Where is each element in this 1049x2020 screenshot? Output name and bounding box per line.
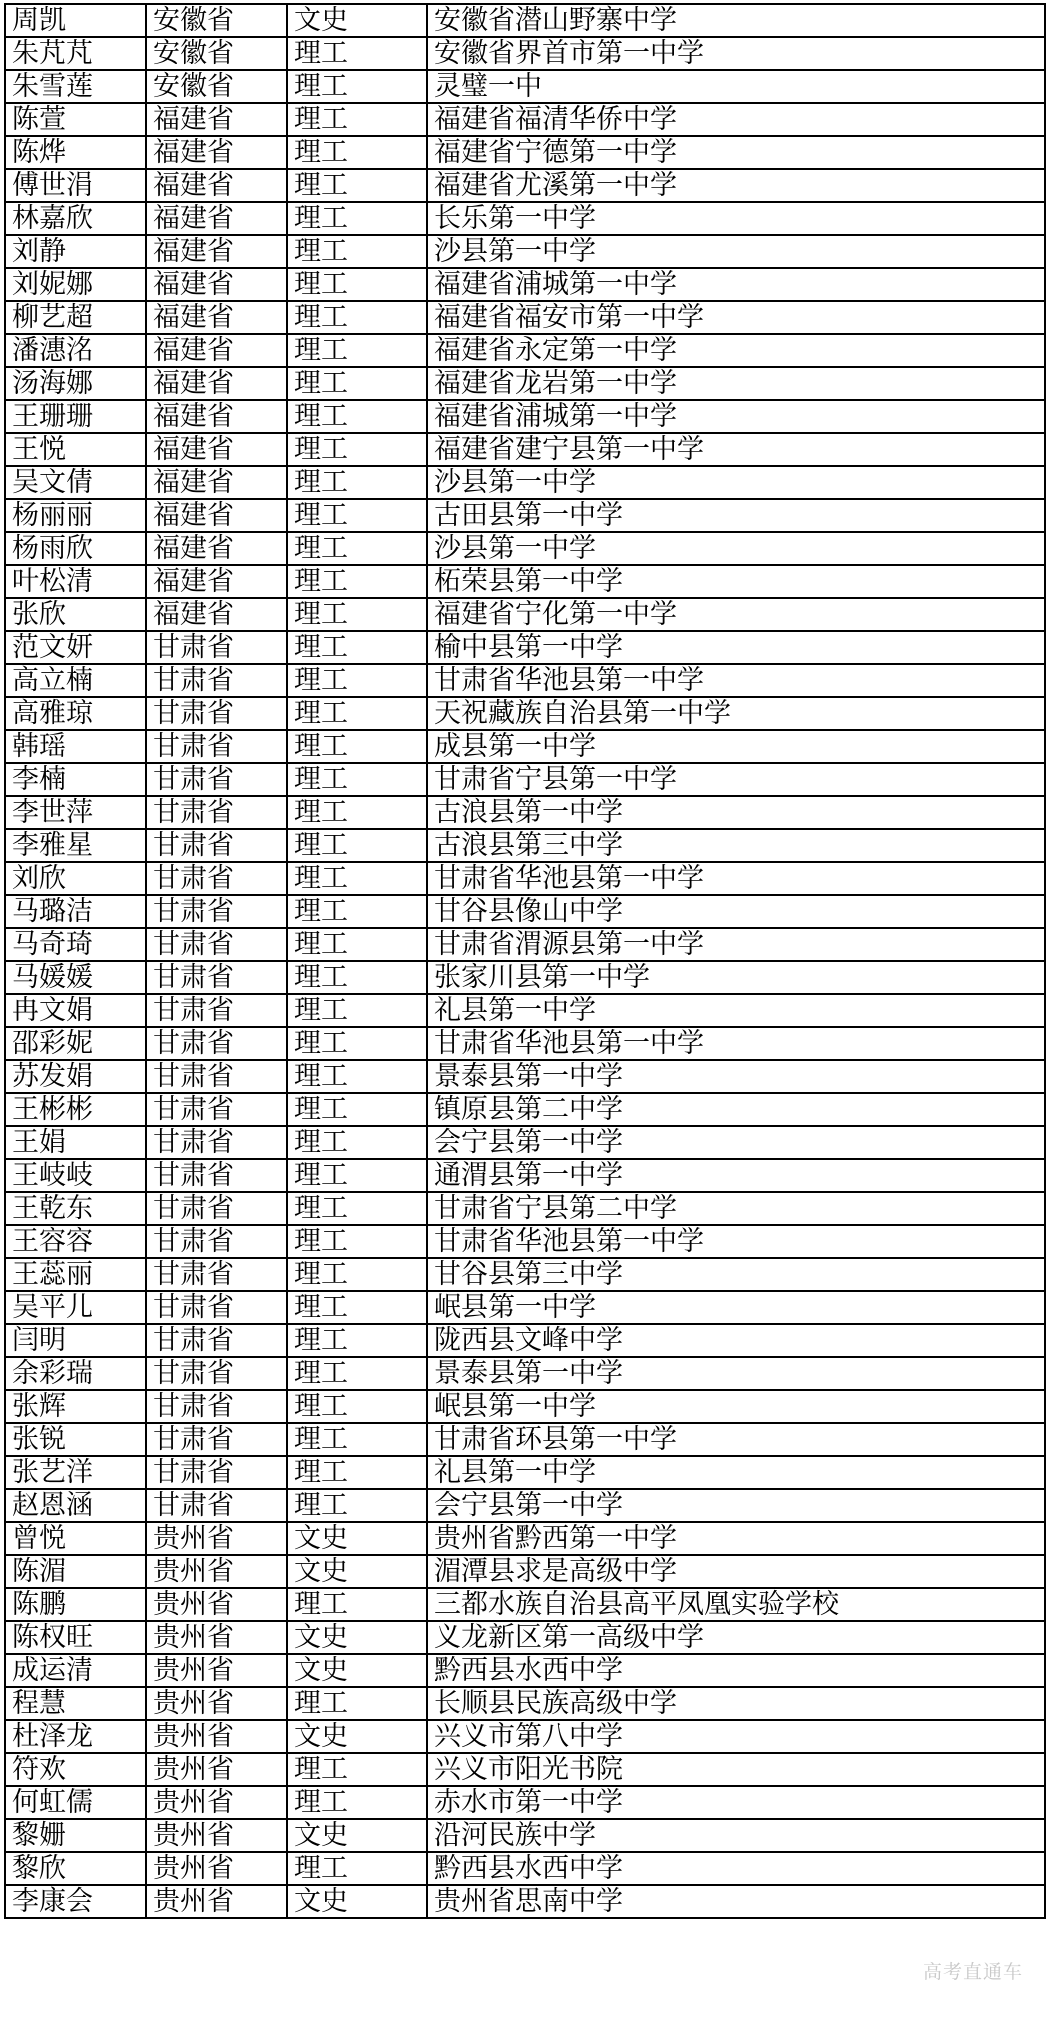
school-cell: 甘肃省宁县第一中学	[427, 763, 1045, 796]
school-cell: 贵州省黔西第一中学	[427, 1522, 1045, 1555]
school-cell: 会宁县第一中学	[427, 1489, 1045, 1522]
province-cell: 甘肃省	[146, 1159, 287, 1192]
table-row	[5, 1324, 1045, 1357]
province-cell: 甘肃省	[146, 928, 287, 961]
student-name-cell: 张艺洋	[5, 1456, 146, 1489]
track-cell: 理工	[287, 565, 427, 598]
table-row	[5, 862, 1045, 895]
province-cell: 甘肃省	[146, 1258, 287, 1291]
student-name-cell: 陈烨	[5, 136, 146, 169]
province-cell: 甘肃省	[146, 1357, 287, 1390]
school-cell: 镇原县第二中学	[427, 1093, 1045, 1126]
student-name-cell: 陈权旺	[5, 1621, 146, 1654]
school-cell: 甘肃省华池县第一中学	[427, 1225, 1045, 1258]
table-row	[5, 1390, 1045, 1423]
school-cell: 三都水族自治县高平凤凰实验学校	[427, 1588, 1045, 1621]
track-cell: 理工	[287, 796, 427, 829]
school-cell: 黔西县水西中学	[427, 1654, 1045, 1687]
province-cell: 福建省	[146, 367, 287, 400]
student-name-cell: 张欣	[5, 598, 146, 631]
province-cell: 甘肃省	[146, 1192, 287, 1225]
student-name-cell: 刘妮娜	[5, 268, 146, 301]
table-row	[5, 1720, 1045, 1753]
school-cell: 福建省宁化第一中学	[427, 598, 1045, 631]
school-cell: 安徽省界首市第一中学	[427, 37, 1045, 70]
student-name-cell: 张锐	[5, 1423, 146, 1456]
student-name-cell: 吴平儿	[5, 1291, 146, 1324]
province-cell: 甘肃省	[146, 1027, 287, 1060]
table-row	[5, 1423, 1045, 1456]
track-cell: 理工	[287, 532, 427, 565]
student-name-cell: 王悦	[5, 433, 146, 466]
school-cell: 兴义市阳光书院	[427, 1753, 1045, 1786]
school-cell: 甘谷县像山中学	[427, 895, 1045, 928]
table-row	[5, 895, 1045, 928]
school-cell: 福建省永定第一中学	[427, 334, 1045, 367]
province-cell: 甘肃省	[146, 1456, 287, 1489]
student-name-cell: 成运清	[5, 1654, 146, 1687]
student-name-cell: 陈湄	[5, 1555, 146, 1588]
track-cell: 理工	[287, 1753, 427, 1786]
student-name-cell: 曾悦	[5, 1522, 146, 1555]
school-cell: 礼县第一中学	[427, 1456, 1045, 1489]
school-cell: 甘肃省华池县第一中学	[427, 862, 1045, 895]
province-cell: 福建省	[146, 598, 287, 631]
student-name-cell: 杨丽丽	[5, 499, 146, 532]
table-row	[5, 466, 1045, 499]
province-cell: 贵州省	[146, 1522, 287, 1555]
student-name-cell: 李世萍	[5, 796, 146, 829]
province-cell: 福建省	[146, 235, 287, 268]
track-cell: 理工	[287, 37, 427, 70]
table-row	[5, 70, 1045, 103]
student-name-cell: 陈萱	[5, 103, 146, 136]
table-row	[5, 1093, 1045, 1126]
student-name-cell: 李楠	[5, 763, 146, 796]
school-cell: 沙县第一中学	[427, 466, 1045, 499]
track-cell: 理工	[287, 1423, 427, 1456]
student-name-cell: 王彬彬	[5, 1093, 146, 1126]
student-name-cell: 王娟	[5, 1126, 146, 1159]
school-cell: 福建省宁德第一中学	[427, 136, 1045, 169]
track-cell: 理工	[287, 1093, 427, 1126]
school-cell: 甘谷县第三中学	[427, 1258, 1045, 1291]
track-cell: 理工	[287, 301, 427, 334]
table-row	[5, 1291, 1045, 1324]
school-cell: 义龙新区第一高级中学	[427, 1621, 1045, 1654]
school-cell: 甘肃省宁县第二中学	[427, 1192, 1045, 1225]
track-cell: 理工	[287, 1060, 427, 1093]
track-cell: 理工	[287, 1489, 427, 1522]
track-cell: 理工	[287, 400, 427, 433]
table-row	[5, 1060, 1045, 1093]
school-cell: 贵州省思南中学	[427, 1885, 1045, 1918]
table-row	[5, 565, 1045, 598]
table-row	[5, 103, 1045, 136]
track-cell: 理工	[287, 1687, 427, 1720]
table-row	[5, 1555, 1045, 1588]
province-cell: 贵州省	[146, 1885, 287, 1918]
province-cell: 安徽省	[146, 37, 287, 70]
student-name-cell: 柳艺超	[5, 301, 146, 334]
province-cell: 甘肃省	[146, 1324, 287, 1357]
student-name-cell: 邵彩妮	[5, 1027, 146, 1060]
school-cell: 福建省福安市第一中学	[427, 301, 1045, 334]
track-cell: 理工	[287, 664, 427, 697]
student-name-cell: 范文妍	[5, 631, 146, 664]
track-cell: 理工	[287, 631, 427, 664]
student-name-cell: 潘潓洺	[5, 334, 146, 367]
student-name-cell: 李雅星	[5, 829, 146, 862]
student-name-cell: 林嘉欣	[5, 202, 146, 235]
province-cell: 甘肃省	[146, 1390, 287, 1423]
student-name-cell: 朱雪莲	[5, 70, 146, 103]
student-name-cell: 赵恩涵	[5, 1489, 146, 1522]
student-name-cell: 程慧	[5, 1687, 146, 1720]
student-name-cell: 叶松清	[5, 565, 146, 598]
track-cell: 文史	[287, 4, 427, 37]
province-cell: 甘肃省	[146, 829, 287, 862]
student-name-cell: 王容容	[5, 1225, 146, 1258]
province-cell: 福建省	[146, 136, 287, 169]
track-cell: 文史	[287, 1720, 427, 1753]
track-cell: 文史	[287, 1522, 427, 1555]
track-cell: 理工	[287, 961, 427, 994]
school-cell: 赤水市第一中学	[427, 1786, 1045, 1819]
school-cell: 福建省建宁县第一中学	[427, 433, 1045, 466]
table-row	[5, 37, 1045, 70]
school-cell: 甘肃省华池县第一中学	[427, 664, 1045, 697]
student-name-cell: 苏发娟	[5, 1060, 146, 1093]
table-row	[5, 268, 1045, 301]
track-cell: 理工	[287, 1258, 427, 1291]
school-cell: 安徽省潜山野寨中学	[427, 4, 1045, 37]
table-row	[5, 1654, 1045, 1687]
school-cell: 陇西县文峰中学	[427, 1324, 1045, 1357]
track-cell: 理工	[287, 928, 427, 961]
track-cell: 理工	[287, 1456, 427, 1489]
track-cell: 理工	[287, 433, 427, 466]
table-row	[5, 1489, 1045, 1522]
student-name-cell: 汤海娜	[5, 367, 146, 400]
province-cell: 贵州省	[146, 1588, 287, 1621]
track-cell: 理工	[287, 1027, 427, 1060]
province-cell: 贵州省	[146, 1720, 287, 1753]
school-cell: 古田县第一中学	[427, 499, 1045, 532]
province-cell: 甘肃省	[146, 1093, 287, 1126]
track-cell: 理工	[287, 763, 427, 796]
table-row	[5, 1885, 1045, 1918]
school-cell: 礼县第一中学	[427, 994, 1045, 1027]
province-cell: 福建省	[146, 565, 287, 598]
track-cell: 理工	[287, 1159, 427, 1192]
watermark-text: 高考直通车	[922, 1961, 1023, 1983]
table-row	[5, 169, 1045, 202]
province-cell: 甘肃省	[146, 1225, 287, 1258]
table-row	[5, 697, 1045, 730]
student-name-cell: 高雅琼	[5, 697, 146, 730]
table-row	[5, 664, 1045, 697]
student-name-cell: 马奇琦	[5, 928, 146, 961]
province-cell: 福建省	[146, 400, 287, 433]
school-cell: 古浪县第三中学	[427, 829, 1045, 862]
school-cell: 景泰县第一中学	[427, 1357, 1045, 1390]
track-cell: 理工	[287, 466, 427, 499]
province-cell: 福建省	[146, 466, 287, 499]
student-name-cell: 杜泽龙	[5, 1720, 146, 1753]
track-cell: 理工	[287, 697, 427, 730]
school-cell: 福建省福清华侨中学	[427, 103, 1045, 136]
track-cell: 理工	[287, 136, 427, 169]
school-cell: 湄潭县求是高级中学	[427, 1555, 1045, 1588]
province-cell: 甘肃省	[146, 631, 287, 664]
school-cell: 兴义市第八中学	[427, 1720, 1045, 1753]
province-cell: 甘肃省	[146, 1489, 287, 1522]
student-name-cell: 马媛媛	[5, 961, 146, 994]
school-cell: 会宁县第一中学	[427, 1126, 1045, 1159]
student-name-cell: 余彩瑞	[5, 1357, 146, 1390]
province-cell: 甘肃省	[146, 1423, 287, 1456]
student-name-cell: 符欢	[5, 1753, 146, 1786]
province-cell: 贵州省	[146, 1687, 287, 1720]
school-cell: 通渭县第一中学	[427, 1159, 1045, 1192]
student-roster-sheet	[4, 3, 1046, 1919]
province-cell: 福建省	[146, 433, 287, 466]
track-cell: 理工	[287, 994, 427, 1027]
province-cell: 福建省	[146, 169, 287, 202]
school-cell: 长乐第一中学	[427, 202, 1045, 235]
track-cell: 理工	[287, 499, 427, 532]
school-cell: 榆中县第一中学	[427, 631, 1045, 664]
table-row	[5, 499, 1045, 532]
table-row	[5, 1159, 1045, 1192]
province-cell: 甘肃省	[146, 1291, 287, 1324]
track-cell: 文史	[287, 1885, 427, 1918]
table-row	[5, 994, 1045, 1027]
track-cell: 理工	[287, 1225, 427, 1258]
student-name-cell: 张辉	[5, 1390, 146, 1423]
student-name-cell: 李康会	[5, 1885, 146, 1918]
track-cell: 理工	[287, 598, 427, 631]
track-cell: 理工	[287, 895, 427, 928]
table-row	[5, 1819, 1045, 1852]
school-cell: 灵璧一中	[427, 70, 1045, 103]
student-name-cell: 黎欣	[5, 1852, 146, 1885]
school-cell: 甘肃省渭源县第一中学	[427, 928, 1045, 961]
school-cell: 岷县第一中学	[427, 1390, 1045, 1423]
table-row	[5, 1522, 1045, 1555]
table-row	[5, 1621, 1045, 1654]
student-name-cell: 傅世涓	[5, 169, 146, 202]
table-row	[5, 730, 1045, 763]
school-cell: 柘荣县第一中学	[427, 565, 1045, 598]
table-row	[5, 433, 1045, 466]
table-row	[5, 631, 1045, 664]
track-cell: 理工	[287, 1588, 427, 1621]
school-cell: 黔西县水西中学	[427, 1852, 1045, 1885]
school-cell: 福建省龙岩第一中学	[427, 367, 1045, 400]
province-cell: 甘肃省	[146, 796, 287, 829]
province-cell: 甘肃省	[146, 1060, 287, 1093]
student-name-cell: 何虹儒	[5, 1786, 146, 1819]
province-cell: 福建省	[146, 532, 287, 565]
track-cell: 理工	[287, 103, 427, 136]
student-name-cell: 高立楠	[5, 664, 146, 697]
province-cell: 福建省	[146, 202, 287, 235]
school-cell: 张家川县第一中学	[427, 961, 1045, 994]
student-name-cell: 闫明	[5, 1324, 146, 1357]
track-cell: 理工	[287, 70, 427, 103]
school-cell: 福建省浦城第一中学	[427, 400, 1045, 433]
student-name-cell: 陈鹏	[5, 1588, 146, 1621]
table-row	[5, 334, 1045, 367]
province-cell: 福建省	[146, 334, 287, 367]
track-cell: 文史	[287, 1621, 427, 1654]
school-cell: 福建省浦城第一中学	[427, 268, 1045, 301]
table-row	[5, 1456, 1045, 1489]
province-cell: 安徽省	[146, 4, 287, 37]
track-cell: 文史	[287, 1819, 427, 1852]
student-name-cell: 冉文娟	[5, 994, 146, 1027]
province-cell: 甘肃省	[146, 994, 287, 1027]
province-cell: 福建省	[146, 499, 287, 532]
track-cell: 理工	[287, 367, 427, 400]
track-cell: 文史	[287, 1654, 427, 1687]
school-cell: 天祝藏族自治县第一中学	[427, 697, 1045, 730]
table-row	[5, 1786, 1045, 1819]
track-cell: 理工	[287, 1357, 427, 1390]
province-cell: 甘肃省	[146, 730, 287, 763]
student-name-cell: 刘欣	[5, 862, 146, 895]
table-row	[5, 1258, 1045, 1291]
track-cell: 理工	[287, 334, 427, 367]
province-cell: 福建省	[146, 103, 287, 136]
table-row	[5, 1357, 1045, 1390]
province-cell: 贵州省	[146, 1753, 287, 1786]
track-cell: 理工	[287, 829, 427, 862]
student-name-cell: 马璐洁	[5, 895, 146, 928]
table-row	[5, 1753, 1045, 1786]
province-cell: 甘肃省	[146, 763, 287, 796]
table-row	[5, 235, 1045, 268]
school-cell: 景泰县第一中学	[427, 1060, 1045, 1093]
table-row	[5, 202, 1045, 235]
table-row	[5, 532, 1045, 565]
table-row	[5, 301, 1045, 334]
roster-body	[5, 4, 1045, 1918]
school-cell: 甘肃省环县第一中学	[427, 1423, 1045, 1456]
table-row	[5, 1126, 1045, 1159]
school-cell: 沿河民族中学	[427, 1819, 1045, 1852]
table-row	[5, 1225, 1045, 1258]
table-row	[5, 598, 1045, 631]
province-cell: 福建省	[146, 268, 287, 301]
student-roster-table	[4, 3, 1046, 1919]
province-cell: 贵州省	[146, 1621, 287, 1654]
province-cell: 甘肃省	[146, 862, 287, 895]
track-cell: 理工	[287, 235, 427, 268]
table-row	[5, 1192, 1045, 1225]
table-row	[5, 763, 1045, 796]
track-cell: 理工	[287, 862, 427, 895]
school-cell: 古浪县第一中学	[427, 796, 1045, 829]
table-row	[5, 400, 1045, 433]
student-name-cell: 黎姗	[5, 1819, 146, 1852]
table-row	[5, 136, 1045, 169]
table-row	[5, 961, 1045, 994]
track-cell: 理工	[287, 1126, 427, 1159]
student-name-cell: 王蕊丽	[5, 1258, 146, 1291]
school-cell: 成县第一中学	[427, 730, 1045, 763]
track-cell: 文史	[287, 1555, 427, 1588]
table-row	[5, 4, 1045, 37]
table-row	[5, 367, 1045, 400]
school-cell: 沙县第一中学	[427, 532, 1045, 565]
province-cell: 甘肃省	[146, 895, 287, 928]
student-name-cell: 杨雨欣	[5, 532, 146, 565]
student-name-cell: 王乾东	[5, 1192, 146, 1225]
track-cell: 理工	[287, 1852, 427, 1885]
track-cell: 理工	[287, 1786, 427, 1819]
student-name-cell: 周凯	[5, 4, 146, 37]
table-row	[5, 1687, 1045, 1720]
track-cell: 理工	[287, 1192, 427, 1225]
province-cell: 福建省	[146, 301, 287, 334]
student-name-cell: 韩瑶	[5, 730, 146, 763]
track-cell: 理工	[287, 268, 427, 301]
track-cell: 理工	[287, 202, 427, 235]
province-cell: 贵州省	[146, 1819, 287, 1852]
school-cell: 沙县第一中学	[427, 235, 1045, 268]
table-row	[5, 928, 1045, 961]
school-cell: 甘肃省华池县第一中学	[427, 1027, 1045, 1060]
province-cell: 甘肃省	[146, 1126, 287, 1159]
table-row	[5, 829, 1045, 862]
school-cell: 福建省尤溪第一中学	[427, 169, 1045, 202]
school-cell: 岷县第一中学	[427, 1291, 1045, 1324]
province-cell: 甘肃省	[146, 697, 287, 730]
track-cell: 理工	[287, 1291, 427, 1324]
province-cell: 甘肃省	[146, 664, 287, 697]
province-cell: 甘肃省	[146, 961, 287, 994]
table-row	[5, 796, 1045, 829]
province-cell: 贵州省	[146, 1786, 287, 1819]
track-cell: 理工	[287, 1390, 427, 1423]
student-name-cell: 王岐岐	[5, 1159, 146, 1192]
province-cell: 贵州省	[146, 1654, 287, 1687]
track-cell: 理工	[287, 730, 427, 763]
table-row	[5, 1588, 1045, 1621]
table-row	[5, 1027, 1045, 1060]
track-cell: 理工	[287, 1324, 427, 1357]
province-cell: 贵州省	[146, 1555, 287, 1588]
student-name-cell: 刘静	[5, 235, 146, 268]
student-name-cell: 王珊珊	[5, 400, 146, 433]
school-cell: 长顺县民族高级中学	[427, 1687, 1045, 1720]
student-name-cell: 吴文倩	[5, 466, 146, 499]
student-name-cell: 朱芃芃	[5, 37, 146, 70]
province-cell: 安徽省	[146, 70, 287, 103]
track-cell: 理工	[287, 169, 427, 202]
province-cell: 贵州省	[146, 1852, 287, 1885]
table-row	[5, 1852, 1045, 1885]
